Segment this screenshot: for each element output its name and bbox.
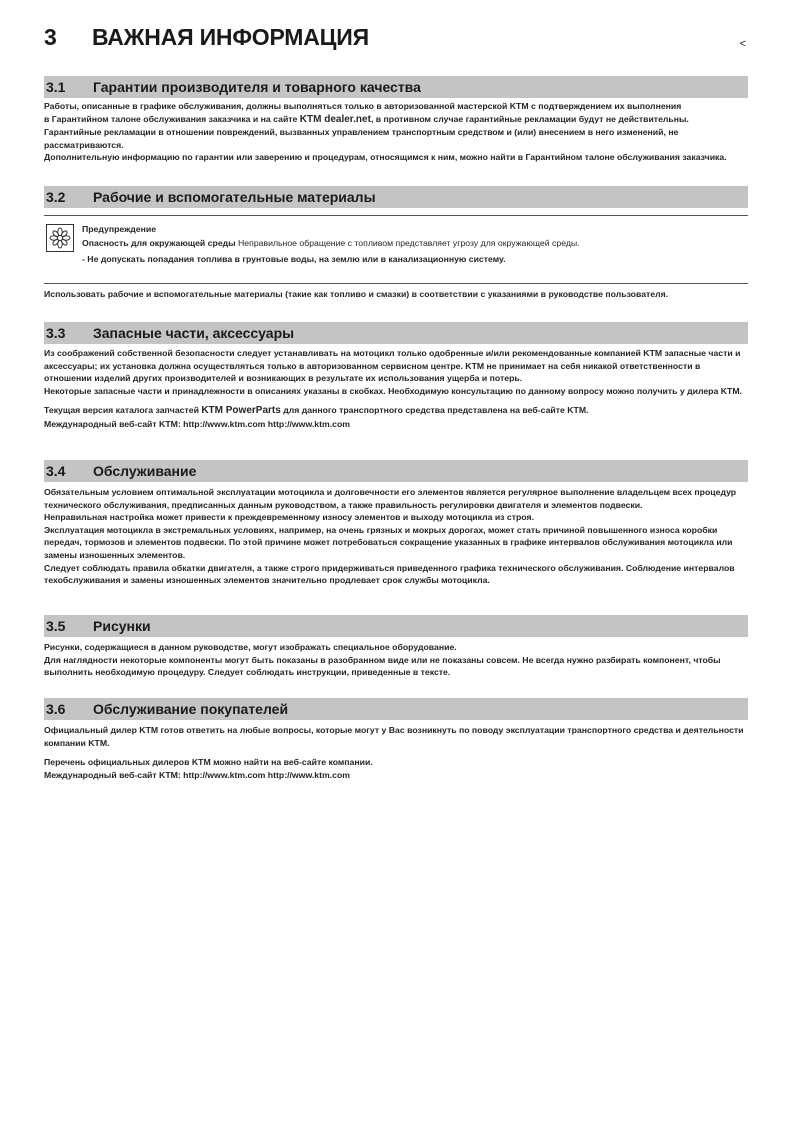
dealer-site-link[interactable]: KTM dealer.net <box>299 113 371 125</box>
section-header-3-1 <box>44 76 748 98</box>
text-run: для данного транспортного средства представлена на веб-сайте KTM. <box>280 405 589 416</box>
website-line: Международный веб-сайт KTM: http://www.ktm.com http://www.ktm.com <box>44 418 351 429</box>
section-title: Гарантии производителя и товарного качества <box>93 79 421 95</box>
section-title: Обслуживание покупателей <box>93 701 289 717</box>
section-header-3-2 <box>44 186 748 208</box>
paragraph: Работы, описанные в графике обслуживания, должны выполняться только в авторизованной мастерской KTM с подтверждением их выполнения <box>44 101 682 111</box>
section-header-3-5 <box>44 615 748 637</box>
back-link[interactable]: < <box>739 38 746 50</box>
paragraph <box>44 113 748 127</box>
section-body-3-3 <box>44 347 748 431</box>
paragraph: Из соображений собственной безопасности следует устанавливать на мотоцикл только одобренные и/или рекомендованные компанией KTM запасные части и аксессуары; их установка должна осуществляться только в авторизованном сервисном центре. KTM не принимает на себя никакой ответственности в отношении изделий других производителей и возникающих в результате их использования ущерба и потерь. <box>44 348 741 384</box>
section-body-3-5 <box>44 641 748 679</box>
text-run: Неправильное обращение с топливом представляет угрозу для окружающей среды. <box>235 238 580 248</box>
warning-title: Предупреждение <box>82 224 157 234</box>
paragraph: Обязательным условием оптимальной эксплуатации мотоцикла и долговечности его элементов является регулярное выполнение владельцем всех процедур технического обслуживания, предписанных данным руководством, а также правильность регулировки двигателя и элементов подвески. <box>44 487 737 510</box>
paragraph: Использовать рабочие и вспомогательные материалы (такие как топливо и смазки) в соответствии с указаниями в руководстве пользователя. <box>44 289 669 299</box>
text-run: Текущая версия каталога запчастей <box>44 405 202 416</box>
section-header-3-4 <box>44 460 748 482</box>
paragraph <box>44 404 748 418</box>
section-header-3-6 <box>44 698 748 720</box>
paragraph: Эксплуатация мотоцикла в экстремальных условиях, например, на очень грязных и мокрых дорогах, может стать причиной повышенного износа коробки передач, тормозов и элементов подвески. По этой причине может потребоваться сокращение указанных в графике интервалов обслуживания мотоцикла или замены изношенных элементов. <box>44 524 733 560</box>
paragraph: Гарантийные рекламации в отношении повреждений, вызванных управлением транспортным средством и (или) внесением в него изменений, не рассматриваются. <box>44 127 679 150</box>
powerparts-name: KTM PowerParts <box>201 405 281 417</box>
warning-bullet: - Не допускать попадания топлива в грунтовые воды, на землю или в канализационную систему. <box>82 254 506 264</box>
text-run: в Гарантийном талоне обслуживания заказчика и на сайте <box>44 113 300 124</box>
section-title: Запасные части, аксессуары <box>93 325 295 341</box>
section-body-3-1 <box>44 100 748 164</box>
paragraph: Перечень официальных дилеров KTM можно найти на веб-сайте компании. <box>44 757 373 768</box>
section-body-3-2 <box>44 288 748 301</box>
warning-block <box>82 222 748 266</box>
divider <box>44 283 748 284</box>
section-number: 3.3 <box>46 325 66 341</box>
section-number: 3.1 <box>46 79 66 95</box>
section-body-3-6 <box>44 724 748 781</box>
section-title: Рабочие и вспомогательные материалы <box>93 189 376 205</box>
paragraph: Для наглядности некоторые компоненты могут быть показаны в разобранном виде или не показаны совсем. Не всегда нужно разбирать компонент, чтобы выполнить необходимую процедуру. Следует соблюдать инструкции, приведенные в тексте. <box>44 654 721 678</box>
paragraph: Некоторые запасные части и принадлежности в описаниях указаны в скобках. Необходимую консультацию по данному вопросу можно получить у дилера KTM. <box>44 385 742 396</box>
paragraph: Рисунки, содержащиеся в данном руководстве, могут изображать специальное оборудование. <box>44 642 457 652</box>
section-number: 3.4 <box>46 463 66 479</box>
text-run: , в противном случае гарантийные рекламации будут не действительны. <box>370 113 689 124</box>
section-title: Обслуживание <box>93 463 197 479</box>
paragraph: Следует соблюдать правила обкатки двигателя, а также строго придерживаться приведенного графика технического обслуживания. Соблюдение интервалов техобслуживания и замены изношенных элементов значительно продлевает срок службы мотоцикла. <box>44 562 735 586</box>
warning-label: Опасность для окружающей среды <box>82 238 236 248</box>
warning-text <box>82 236 748 250</box>
section-header-3-3 <box>44 322 748 344</box>
chapter-number: 3 <box>44 24 57 50</box>
section-number: 3.5 <box>46 618 66 634</box>
section-body-3-4 <box>44 486 748 587</box>
divider <box>44 215 748 216</box>
paragraph: Дополнительную информацию по гарантии или заверению и процедурам, относящимся к ним, можно найти в Гарантийном талоне обслуживания заказчика. <box>44 152 727 163</box>
website-line: Международный веб-сайт KTM: http://www.ktm.com http://www.ktm.com <box>44 769 351 780</box>
section-title: Рисунки <box>93 618 151 634</box>
paragraph: Неправильная настройка может привести к преждевременному износу элементов и выходу мотоцикла из строя. <box>44 512 534 523</box>
section-number: 3.2 <box>46 189 66 205</box>
flower-environment-icon <box>46 224 74 252</box>
chapter-title: ВАЖНАЯ ИНФОРМАЦИЯ <box>92 24 369 50</box>
paragraph: Официальный дилер KTM готов ответить на любые вопросы, которые могут у Вас возникнуть по поводу эксплуатации транспортного средства и деятельности компании KTM. <box>44 725 744 748</box>
section-number: 3.6 <box>46 701 66 717</box>
